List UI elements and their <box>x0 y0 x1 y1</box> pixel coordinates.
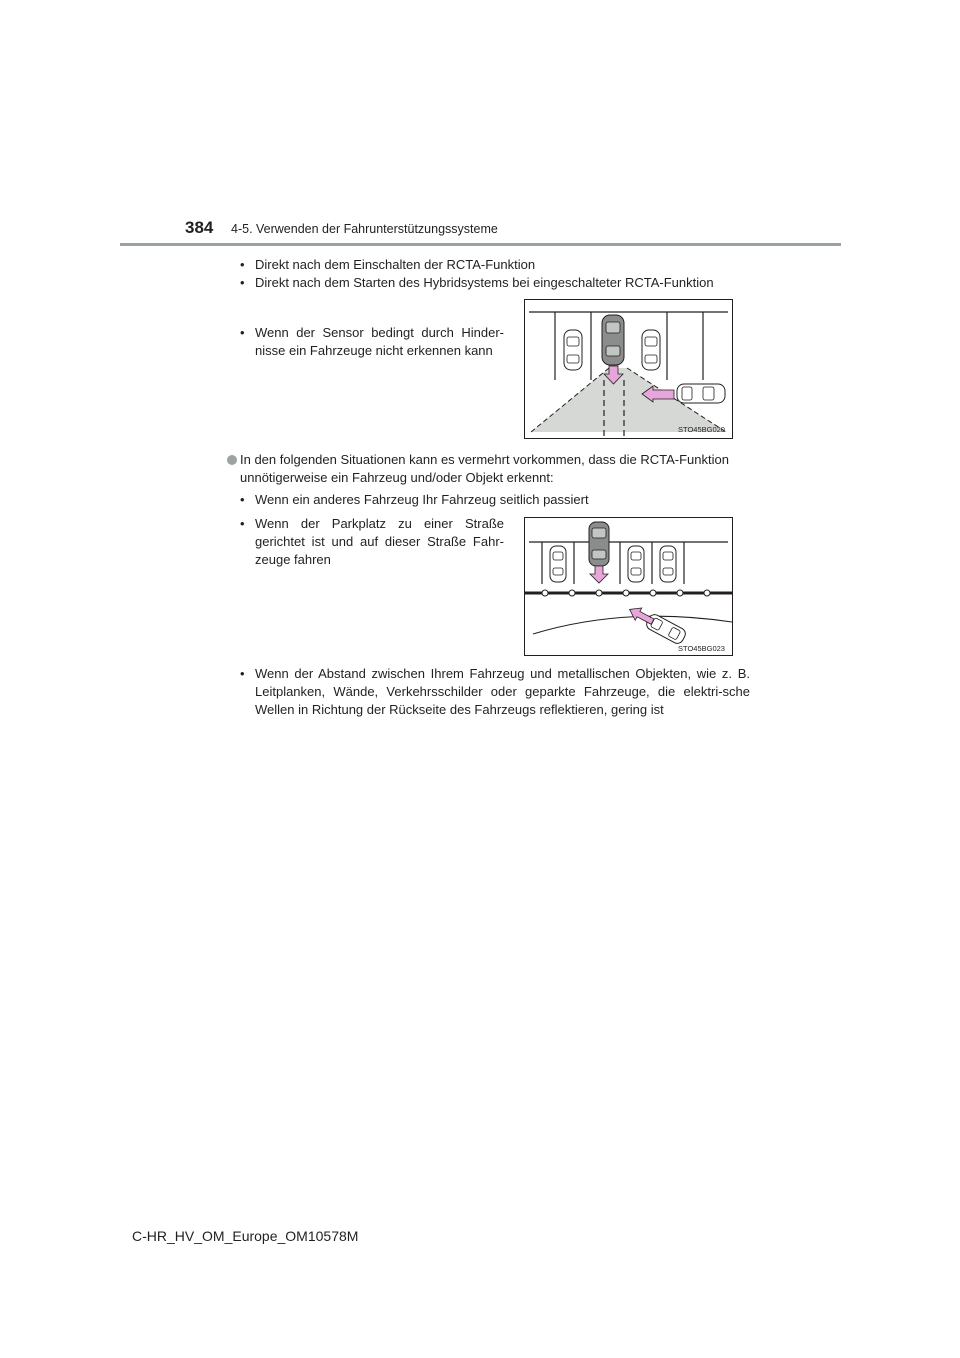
bullet-item <box>240 665 750 719</box>
bullet-dot: • <box>240 492 245 507</box>
bullet-text: Wenn der Sensor bedingt durch Hinder-nisse ein Fahrzeuge nicht erkennen kann <box>255 325 504 358</box>
bullet-dot: • <box>240 516 245 531</box>
crossing-car <box>677 384 725 403</box>
bullet-item <box>240 256 800 274</box>
road-illustration <box>525 518 732 655</box>
road-post <box>623 590 629 596</box>
bullet-item <box>240 491 750 509</box>
road-post <box>677 590 683 596</box>
parked-car <box>642 330 660 370</box>
road-post <box>569 590 575 596</box>
parked-car <box>550 546 566 582</box>
figure-sensor-obstructed <box>524 299 733 439</box>
ego-car <box>589 522 609 566</box>
bullet-dot: • <box>240 275 245 290</box>
circle-item-text: In den folgenden Situationen kann es vermehrt vorkommen, dass die RCTA-Funktion unnötigerweise ein Fahrzeug und/oder Objekt erkennt: <box>240 452 729 485</box>
bullet-text: Direkt nach dem Starten des Hybridsystems bei eingeschalteter RCTA-Funktion <box>255 275 714 290</box>
header-divider <box>120 243 841 246</box>
figure-parking-road <box>524 517 733 656</box>
road-post <box>704 590 710 596</box>
reverse-arrow <box>590 566 608 583</box>
bullet-dot: • <box>240 666 245 681</box>
bullet-dot: • <box>240 257 245 272</box>
figure-code: STO45BG023 <box>678 644 725 653</box>
road-post <box>596 590 602 596</box>
parked-car <box>564 330 582 370</box>
section-title: 4-5. Verwenden der Fahrunterstützungssysteme <box>231 222 498 236</box>
parked-car <box>628 546 644 582</box>
circle-bullet-icon <box>227 455 237 465</box>
parking-illustration <box>525 300 732 438</box>
road-post <box>650 590 656 596</box>
bullet-text: Direkt nach dem Einschalten der RCTA-Funktion <box>255 257 536 272</box>
bullet-text: Wenn der Parkplatz zu einer Straße gerichtet ist und auf dieser Straße Fahr-zeuge fahren <box>255 516 504 567</box>
road-post <box>542 590 548 596</box>
bullet-item <box>240 324 504 360</box>
bullet-item <box>240 515 504 569</box>
bullet-item <box>240 274 800 292</box>
figure-code: STO45BG020 <box>678 425 725 434</box>
parked-car <box>660 546 676 582</box>
road-curve <box>533 616 732 634</box>
bullet-dot: • <box>240 325 245 340</box>
bullet-text: Wenn ein anderes Fahrzeug Ihr Fahrzeug seitlich passiert <box>255 492 589 507</box>
bullet-text: Wenn der Abstand zwischen Ihrem Fahrzeug und metallischen Objekten, wie z. B. Leitplanken, Wände, Verkehrsschilder oder geparkte Fahrzeuge, die elektri-sche Wellen in Richtung der Rückseite des Fahrzeugs reflektieren, gering ist <box>255 666 750 717</box>
ego-car <box>602 315 624 365</box>
page-number: 384 <box>185 218 214 237</box>
footer-doc-code: C-HR_HV_OM_Europe_OM10578M <box>132 1228 359 1244</box>
